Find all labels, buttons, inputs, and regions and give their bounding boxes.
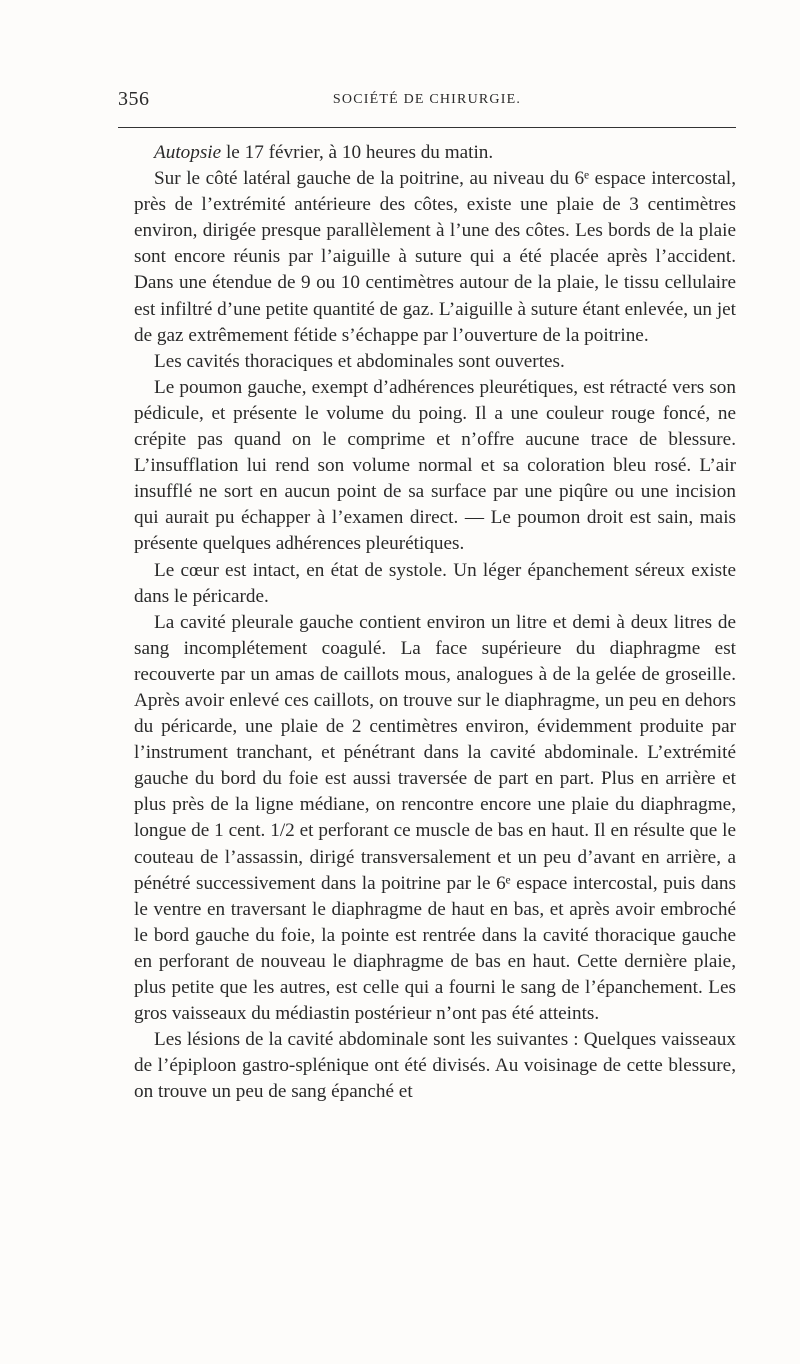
running-title: SOCIÉTÉ DE CHIRURGIE. — [332, 92, 522, 107]
autopsie-date: le 17 février, à 10 heures du matin. — [221, 142, 494, 163]
text-body — [134, 140, 736, 1105]
header-rule — [118, 127, 736, 128]
paragraph-poumon: Le poumon gauche, exempt d’adhérences pleurétiques, est rétracté vers son pédicule, et présente le volume du poing. Il a une couleur rouge foncé, ne crépite pas quand on le comprime et n’offre aucune trace de blessure. L’insufflation lui rend son volume normal et sa coloration bleu rosé. L’air insufflé ne sort en aucun point de sa surface par une piqûre ou une incision qui aurait pu échapper à l’examen direct. — Le poumon droit est sain, mais présente quelques adhérences pleurétiques. — [134, 376, 736, 555]
autopsie-label: Autopsie — [154, 142, 222, 163]
page-header — [118, 88, 736, 118]
paragraph-cavites-ouvertes: Les cavités thoraciques et abdominales sont ouvertes. — [154, 350, 565, 372]
page-number: 356 — [118, 88, 150, 110]
paragraph-autopsie — [134, 140, 736, 166]
paragraph-cavite-pleurale: La cavité pleurale gauche contient environ un litre et demi à deux litres de sang incomplétement coagulé. La face supérieure du diaphragme est recouverte par un amas de caillots mous, analogues à de la gelée de groseille. Après avoir enlevé ces caillots, on trouve sur le diaphragme, un peu en dehors du péricarde, une plaie de 2 centimètres environ, évidemment produite par l’instrument tranchant, et pénétrant dans la cavité abdominale. L’extrémité gauche du bord du foie est aussi traversée de part en part. Plus en arrière et plus près de la ligne médiane, on rencontre encore une plaie du diaphragme, longue de 1 cent. 1/2 et perforant ce muscle de bas en haut. Il en résulte que le couteau de l’assassin, dirigé transversalement et un peu d’avant en arrière, a pénétré successivement dans la poitrine par le 6ᵉ espace intercostal, puis dans le ventre en traversant le diaphragme de haut en bas, et après avoir embroché le bord gauche du foie, la pointe est rentrée dans la cavité thoracique gauche en perforant de nouveau le diaphragme de bas en haut. Cette dernière plaie, plus petite que les autres, est celle qui a fourni le sang de l’épanchement. Les gros vaisseaux du médiastin postérieur n’ont pas été atteints. — [134, 611, 736, 1025]
paragraph-plaie-thoracique: Sur le côté latéral gauche de la poitrine, au niveau du 6ᵉ espace intercostal, près de l’extrémité antérieure des côtes, existe une plaie de 3 centimètres environ, dirigée presque parallèlement à l’une des côtes. Les bords de la plaie sont encore réunis par l’aiguille à suture qui a été placée après l’accident. Dans une étendue de 9 ou 10 centimètres autour de la plaie, le tissu cellulaire est infiltré d’une petite quantité de gaz. L’aiguille à suture étant enlevée, un jet de gaz extrêmement fétide s’échappe par l’ouverture de la poitrine. — [134, 168, 736, 346]
paragraph-coeur: Le cœur est intact, en état de systole. Un léger épanchement séreux existe dans le péricarde. — [134, 559, 736, 607]
paragraph-lesions-abdominales: Les lésions de la cavité abdominale sont les suivantes : Quelques vaisseaux de l’épiploon gastro-splénique ont été divisés. Au voisinage de cette blessure, on trouve un peu de sang épanché et — [134, 1029, 736, 1103]
